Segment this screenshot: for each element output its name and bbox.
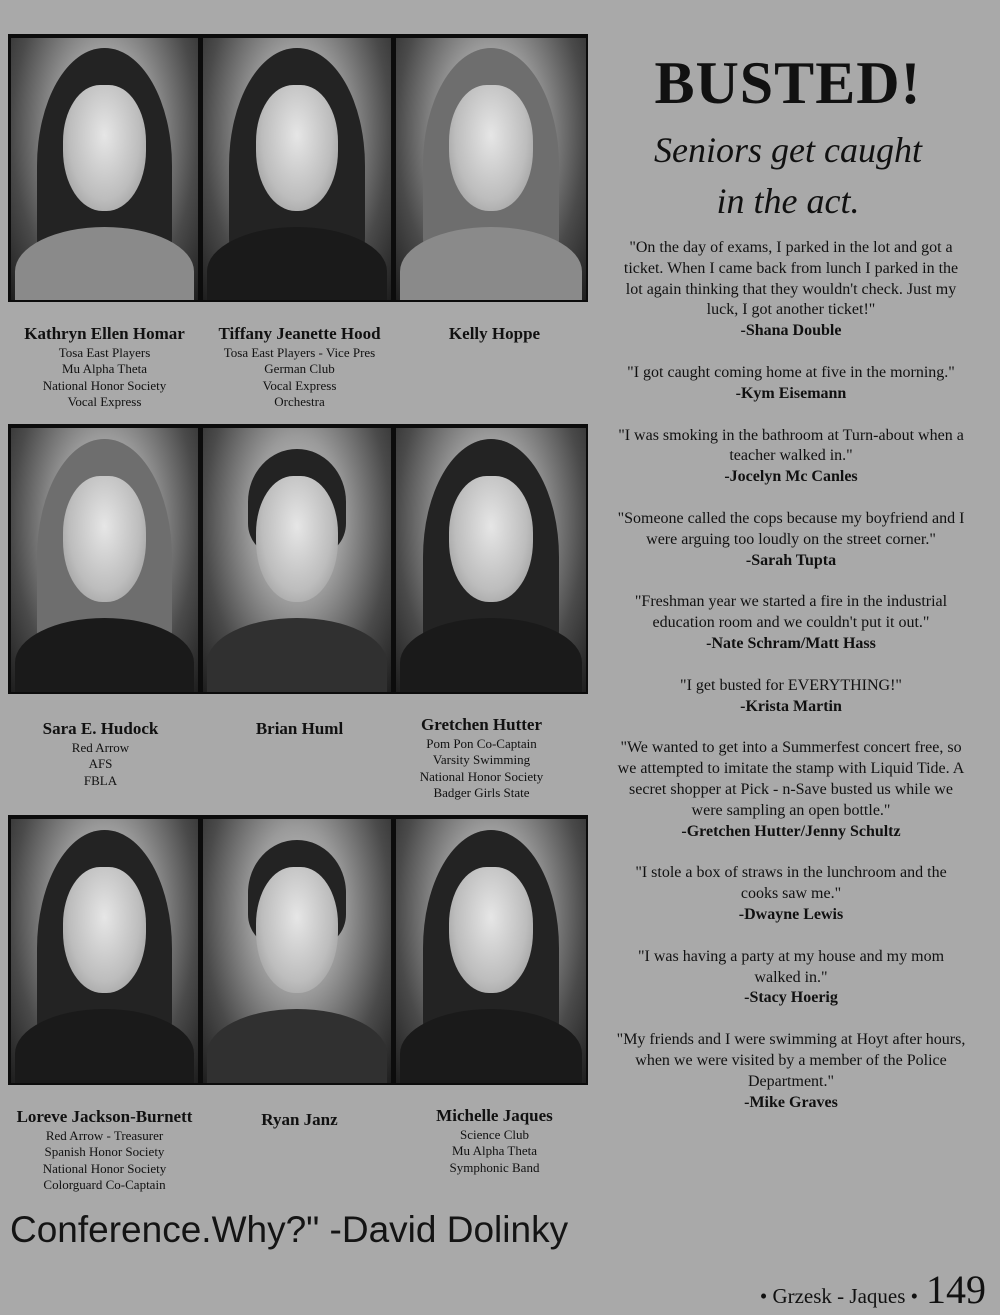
quote-author: -Gretchen Hutter/Jenny Schultz [681, 822, 901, 840]
activity: National Honor Society [419, 768, 544, 784]
photo-row-2 [8, 424, 588, 694]
caption-tiffany-hood [202, 324, 397, 411]
quote-item [616, 738, 966, 842]
activity: Tosa East Players - Vice Pres [223, 345, 376, 360]
quote-item [616, 863, 966, 925]
caption-loreve-jackson-burnett [7, 1107, 202, 1194]
quote-author: -Stacy Hoerig [744, 989, 838, 1007]
activity: Pom Pon Co-Captain [426, 736, 537, 751]
quote-author: -Kym Eisemann [735, 384, 847, 402]
quote-item [616, 238, 966, 342]
caption-kathryn-homar [7, 324, 202, 411]
quote-author: -Krista Martin [740, 697, 842, 715]
quote-text: "I stole a box of straws in the lunchroom and the cooks saw me." [635, 864, 947, 903]
activity: National Honor Society [42, 377, 167, 393]
subhead-line-2: in the act. [716, 181, 860, 221]
quote-item [616, 363, 966, 405]
quote-text: "My friends and I were swimming at Hoyt after hours, when we were visited by a member of the Police Department." [616, 1031, 966, 1090]
activity: German Club [264, 361, 335, 377]
portrait-tiffany-hood [203, 38, 391, 300]
activity: Mu Alpha Theta [452, 1143, 537, 1159]
portrait-sara-hudock [11, 428, 198, 692]
caption-michelle-jaques [397, 1106, 592, 1176]
quote-author: -Jocelyn Mc Canles [724, 468, 858, 486]
activity: Red Arrow [71, 740, 130, 755]
portrait-kelly-hoppe [396, 38, 586, 300]
quote-item [616, 676, 966, 718]
quote-text: "We wanted to get into a Summerfest concert free, so we attempted to imitate the stamp with Liquid Tide. A secret shopper at Pick - n-Save busted us while we were sampling an open bottle." [617, 739, 965, 819]
quote-item [616, 509, 966, 571]
activity: National Honor Society [42, 1160, 167, 1176]
footer-name-range: • Grzesk - Jaques • [759, 1284, 918, 1308]
activity: AFS [88, 756, 113, 772]
activity: Mu Alpha Theta [62, 361, 147, 377]
quote-author: -Sarah Tupta [745, 551, 837, 569]
caption-kelly-hoppe [397, 324, 592, 345]
activity: FBLA [83, 772, 118, 788]
photo-row-3 [8, 815, 588, 1085]
portrait-brian-huml [203, 428, 391, 692]
senior-name: Loreve Jackson-Burnett [16, 1107, 193, 1126]
caption-brian-huml [202, 719, 397, 740]
quote-text: "I got caught coming home at five in the morning." [627, 363, 955, 381]
page-number: 149 [926, 1267, 986, 1312]
quotes-column [616, 238, 966, 1134]
activity: Orchestra [274, 394, 325, 410]
quote-author: -Dwayne Lewis [738, 905, 844, 923]
senior-name: Ryan Janz [261, 1110, 338, 1129]
caption-ryan-janz [202, 1110, 397, 1131]
quote-author: -Nate Schram/Matt Hass [706, 634, 876, 652]
quote-text: "I was smoking in the bathroom at Turn-about when a teacher walked in." [618, 426, 964, 465]
portrait-loreve-jackson-burnett [11, 819, 198, 1083]
activity: Spanish Honor Society [44, 1144, 165, 1160]
photo-row-1 [8, 34, 588, 302]
activity: Tosa East Players [58, 345, 151, 360]
page-headline: BUSTED! [654, 50, 922, 116]
quote-item [616, 592, 966, 654]
activity: Red Arrow - Treasurer [45, 1128, 164, 1143]
bottom-quote: Conference.Why?" -David Dolinky [10, 1209, 569, 1250]
quote-item [616, 947, 966, 1009]
quote-item [616, 426, 966, 488]
activity: Vocal Express [262, 377, 337, 393]
quote-item [616, 1030, 966, 1113]
senior-name: Gretchen Hutter [420, 715, 542, 734]
portrait-michelle-jaques [396, 819, 586, 1083]
portrait-ryan-janz [203, 819, 391, 1083]
activity: Science Club [460, 1127, 529, 1142]
quote-text: "I was having a party at my house and my mom walked in." [637, 947, 945, 986]
page-footer [760, 1268, 986, 1312]
subhead-line-1: Seniors get caught [654, 130, 922, 170]
portrait-gretchen-hutter [396, 428, 586, 692]
senior-name: Sara E. Hudock [42, 719, 159, 738]
quote-text: "Someone called the cops because my boyfriend and I were arguing too loudly on the street corner." [617, 509, 965, 548]
activity: Badger Girls State [433, 785, 530, 801]
portrait-kathryn-homar [11, 38, 198, 300]
quote-text: "I get busted for EVERYTHING!" [680, 676, 902, 694]
activity: Varsity Swimming [432, 752, 531, 768]
senior-name: Michelle Jaques [436, 1106, 553, 1125]
caption-sara-hudock [3, 719, 198, 789]
senior-name: Tiffany Jeanette Hood [218, 324, 381, 343]
quote-author: -Mike Graves [744, 1093, 838, 1111]
activity: Colorguard Co-Captain [43, 1177, 166, 1193]
page-subhead [600, 125, 976, 227]
quote-author: -Shana Double [740, 322, 842, 340]
quote-text: "Freshman year we started a fire in the industrial education room and we couldn't put it out." [634, 593, 948, 632]
senior-name: Kelly Hoppe [448, 324, 541, 343]
activity: Symphonic Band [449, 1159, 540, 1175]
activity: Vocal Express [67, 394, 142, 410]
quote-text: "On the day of exams, I parked in the lot and got a ticket. When I came back from lunch I parked in the lot again thinking that they wouldn't check. Just my luck, I got another ticket!" [623, 239, 959, 319]
senior-name: Brian Huml [255, 719, 344, 738]
caption-gretchen-hutter [384, 715, 579, 802]
senior-name: Kathryn Ellen Homar [24, 324, 185, 343]
